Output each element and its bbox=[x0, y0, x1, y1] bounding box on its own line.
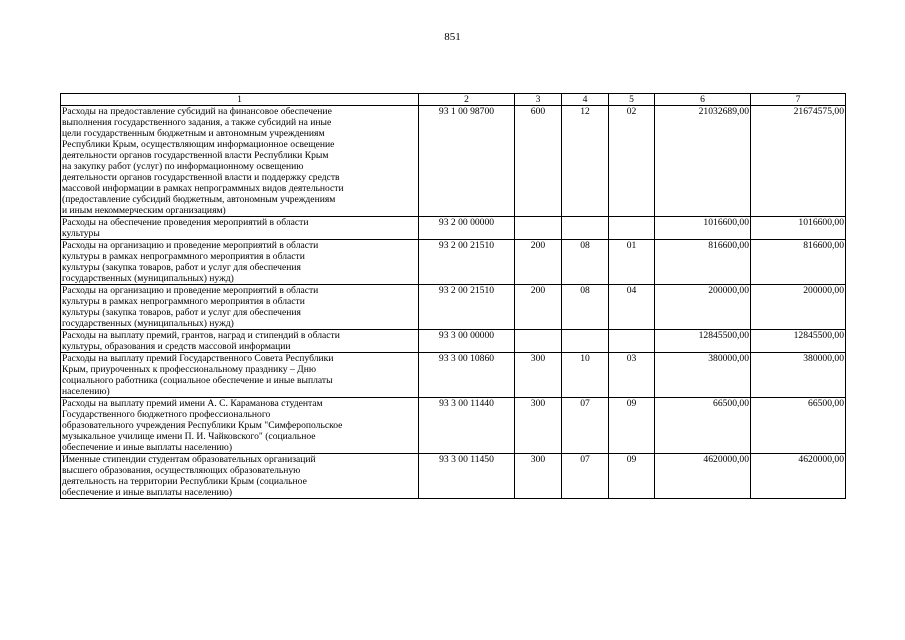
amount-col6: 66500,00 bbox=[655, 398, 751, 454]
amount-col6: 21032689,00 bbox=[655, 106, 751, 217]
subsection-code: 09 bbox=[609, 454, 655, 499]
expense-name-line: культуры в рамках непрограммного мероприятия в области bbox=[62, 251, 305, 262]
expense-name-line: обеспечение и иные выплаты населению) bbox=[62, 442, 233, 453]
page-number: 851 bbox=[444, 31, 461, 43]
amount-col7: 380000,00 bbox=[751, 353, 846, 398]
expense-type-code: 300 bbox=[515, 353, 562, 398]
column-header: 5 bbox=[609, 94, 655, 106]
subsection-code bbox=[609, 217, 655, 240]
column-header: 3 bbox=[515, 94, 562, 106]
expense-name-line: обеспечение и иные выплаты населению) bbox=[62, 487, 233, 498]
expense-name bbox=[61, 285, 419, 330]
section-code: 10 bbox=[562, 353, 609, 398]
amount-col6: 380000,00 bbox=[655, 353, 751, 398]
budget-code: 93 2 00 21510 bbox=[419, 285, 515, 330]
budget-code: 93 3 00 11440 bbox=[419, 398, 515, 454]
section-code: 08 bbox=[562, 240, 609, 285]
expense-name-line: Государственного бюджетного профессионального bbox=[62, 409, 271, 420]
section-code: 07 bbox=[562, 398, 609, 454]
table-row bbox=[61, 240, 846, 285]
expense-name bbox=[61, 330, 419, 353]
expense-name-line: Именные стипендии студентам образовательных организаций bbox=[62, 454, 316, 465]
amount-col7: 12845500,00 bbox=[751, 330, 846, 353]
expense-name-line: культуры, образования и средств массовой информации bbox=[62, 341, 291, 352]
expense-name-line: культуры (закупка товаров, работ и услуг для обеспечения bbox=[62, 262, 301, 273]
header-row bbox=[61, 94, 846, 106]
budget-code: 93 3 00 10860 bbox=[419, 353, 515, 398]
amount-col6: 12845500,00 bbox=[655, 330, 751, 353]
expense-name-line: на закупку работ (услуг) по информационному освещению bbox=[62, 161, 304, 172]
expense-name-line: Республики Крым, осуществляющим информационное освещение bbox=[62, 139, 335, 150]
expense-name-line: (предоставление субсидий бюджетным, автономным учреждениям bbox=[62, 194, 336, 205]
subsection-code: 02 bbox=[609, 106, 655, 217]
amount-col7: 200000,00 bbox=[751, 285, 846, 330]
section-code bbox=[562, 330, 609, 353]
table-row bbox=[61, 353, 846, 398]
expense-name-line: Расходы на выплату премий, грантов, наград и стипендий в области bbox=[62, 330, 340, 341]
expense-type-code: 200 bbox=[515, 285, 562, 330]
expense-name-line: Расходы на предоставление субсидий на финансовое обеспечение bbox=[62, 106, 332, 117]
expense-name-line: высшего образования, осуществляющих образовательную bbox=[62, 465, 301, 476]
section-code bbox=[562, 217, 609, 240]
subsection-code: 01 bbox=[609, 240, 655, 285]
expense-type-code: 300 bbox=[515, 398, 562, 454]
expense-name-line: деятельности органов государственной власти и поддержку средств bbox=[62, 172, 340, 183]
column-header: 4 bbox=[562, 94, 609, 106]
expense-name-line: музыкальное училище имени П. И. Чайковского" (социальное bbox=[62, 431, 316, 442]
amount-col6: 4620000,00 bbox=[655, 454, 751, 499]
expense-name-line: государственных (муниципальных) нужд) bbox=[62, 318, 234, 329]
expense-name-line: массовой информации в рамках непрограммных видов деятельности bbox=[62, 183, 344, 194]
column-header: 6 bbox=[655, 94, 751, 106]
subsection-code: 04 bbox=[609, 285, 655, 330]
amount-col6: 1016600,00 bbox=[655, 217, 751, 240]
budget-code: 93 3 00 00000 bbox=[419, 330, 515, 353]
table-row bbox=[61, 398, 846, 454]
expense-name-line: населению) bbox=[62, 386, 110, 397]
amount-col6: 816600,00 bbox=[655, 240, 751, 285]
amount-col7: 66500,00 bbox=[751, 398, 846, 454]
amount-col6: 200000,00 bbox=[655, 285, 751, 330]
expense-name-line: культуры в рамках непрограммного мероприятия в области bbox=[62, 296, 305, 307]
expense-name-line: цели государственным бюджетным и автономным учреждениям bbox=[62, 128, 325, 139]
expense-name bbox=[61, 398, 419, 454]
expense-name bbox=[61, 353, 419, 398]
amount-col7: 1016600,00 bbox=[751, 217, 846, 240]
expense-name bbox=[61, 454, 419, 499]
column-header: 1 bbox=[61, 94, 419, 106]
budget-code: 93 2 00 21510 bbox=[419, 240, 515, 285]
table-row bbox=[61, 106, 846, 217]
table-row bbox=[61, 330, 846, 353]
expense-name-line: Расходы на выплату премий имени А. С. Караманова студентам bbox=[62, 398, 323, 409]
expense-name-line: Расходы на организацию и проведение мероприятий в области bbox=[62, 240, 319, 251]
expense-name-line: культуры (закупка товаров, работ и услуг для обеспечения bbox=[62, 307, 301, 318]
expense-name-line: деятельности органов государственной власти Республики Крым bbox=[62, 150, 329, 161]
expense-name-line: Расходы на обеспечение проведения мероприятий в области bbox=[62, 217, 309, 228]
expense-name-line: выполнения государственного задания, а также субсидий на иные bbox=[62, 117, 332, 128]
column-header: 7 bbox=[751, 94, 846, 106]
expense-name-line: культуры bbox=[62, 228, 100, 239]
expense-name bbox=[61, 240, 419, 285]
column-header: 2 bbox=[419, 94, 515, 106]
budget-code: 93 1 00 98700 bbox=[419, 106, 515, 217]
table-row bbox=[61, 217, 846, 240]
table-row bbox=[61, 454, 846, 499]
expense-name-line: деятельность на территории Республики Крым (социальное bbox=[62, 476, 307, 487]
budget-code: 93 3 00 11450 bbox=[419, 454, 515, 499]
amount-col7: 21674575,00 bbox=[751, 106, 846, 217]
expense-name bbox=[61, 217, 419, 240]
amount-col7: 816600,00 bbox=[751, 240, 846, 285]
expense-name bbox=[61, 106, 419, 217]
section-code: 08 bbox=[562, 285, 609, 330]
subsection-code: 03 bbox=[609, 353, 655, 398]
expense-type-code: 200 bbox=[515, 240, 562, 285]
expense-name-line: Расходы на выплату премий Государственного Совета Республики bbox=[62, 353, 334, 364]
section-code: 07 bbox=[562, 454, 609, 499]
expense-name-line: образовательного учреждения Республики Крым "Симферопольское bbox=[62, 420, 343, 431]
expense-name-line: государственных (муниципальных) нужд) bbox=[62, 273, 234, 284]
expense-name-line: и иным некоммерческим организациям) bbox=[62, 205, 226, 216]
subsection-code bbox=[609, 330, 655, 353]
expense-name-line: социального работника (социальное обеспечение и иные выплаты bbox=[62, 375, 333, 386]
budget-table bbox=[60, 93, 846, 499]
subsection-code: 09 bbox=[609, 398, 655, 454]
expense-name-line: Крым, приуроченных к профессиональному празднику – Дню bbox=[62, 364, 317, 375]
section-code: 12 bbox=[562, 106, 609, 217]
expense-type-code bbox=[515, 330, 562, 353]
expense-type-code: 300 bbox=[515, 454, 562, 499]
budget-code: 93 2 00 00000 bbox=[419, 217, 515, 240]
expense-name-line: Расходы на организацию и проведение мероприятий в области bbox=[62, 285, 319, 296]
expense-type-code: 600 bbox=[515, 106, 562, 217]
amount-col7: 4620000,00 bbox=[751, 454, 846, 499]
expense-type-code bbox=[515, 217, 562, 240]
table-row bbox=[61, 285, 846, 330]
